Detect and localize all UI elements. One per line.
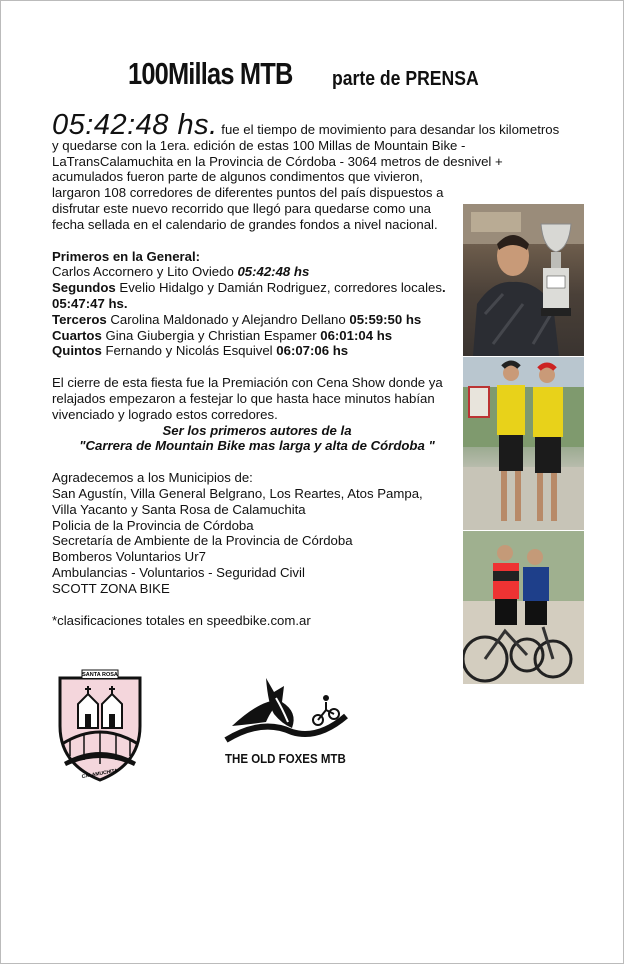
thanks-line: Secretaría de Ambiente de la Provincia de Córdoba (52, 533, 353, 549)
riders-bikes-photo (463, 531, 584, 684)
winner-trophy-photo (463, 204, 584, 356)
thanks-heading: Agradecemos a los Municipios de: (52, 470, 253, 486)
shield-bottom-label: CALAMUCHITA (81, 767, 119, 781)
page-title (128, 56, 479, 92)
intro-paragraph-cont: largaron 108 corredores de diferentes puntos del país dispuestos a disfrutar este nuevo recorrido que llegó para quedarse como una fecha sellada en el calendario de grandes fondos a nivel nacional. (52, 185, 444, 232)
title-main: 100Millas MTB (128, 56, 293, 91)
winning-time: 05:42:48 hs. (52, 109, 218, 141)
thanks-line: Policia de la Provincia de Córdoba (52, 517, 254, 533)
intro-paragraph (52, 109, 562, 185)
title-subtitle: parte de PRENSA (332, 68, 479, 90)
thanks-line: Villa Yacanto y Santa Rosa de Calamuchita (52, 501, 306, 517)
results-block (52, 249, 462, 360)
thanks-line: SCOTT ZONA BIKE (52, 580, 170, 596)
old-foxes-label: THE OLD FOXES MTB (225, 752, 346, 766)
thanks-line: San Agustín, Villa General Belgrano, Los Reartes, Atos Pampa, (52, 485, 423, 501)
shield-top-label: SANTA ROSA (82, 672, 118, 678)
thanks-line: Ambulancias - Voluntarios - Seguridad Civil (52, 564, 305, 580)
footnote: *clasificaciones totales en speedbike.com.ar (52, 612, 311, 628)
result-fifth: Quintos Fernando y Nicolás Esquivel 06:07:06 hs (52, 343, 349, 359)
closing-text: El cierre de esta fiesta fue la Premiación con Cena Show donde ya relajados empezaron a festejar lo que hasta hace minutos habían vivenciado y logrado estos corredores. (52, 375, 443, 422)
closing-block (52, 375, 462, 454)
result-fourth: Cuartos Gina Giubergia y Christian Espamer 06:01:04 hs (52, 327, 393, 343)
result-first: Carlos Accornero y Lito Oviedo 05:42:48 hs (52, 264, 310, 280)
result-second: Segundos Evelio Hidalgo y Damián Rodriguez, corredores locales. 05:47:47 hs. (52, 280, 446, 311)
intro-text-first: fue el tiempo de movimiento para desandar los kilometros y quedarse con la 1era. edición de estas 100 Millas de Mountain Bike - LaTransCalamuchita en la Provincia de Córdoba - 3064 metros de desnivel + acumulados fueron parte de algunos condimentos que vivieron, (52, 122, 560, 185)
result-third: Terceros Carolina Maldonado y Alejandro Dellano 05:59:50 hs (52, 311, 422, 327)
results-heading: Primeros en la General: (52, 248, 201, 264)
slogan-line-1: Ser los primeros autores de la (162, 422, 352, 438)
slogan-line-2: "Carrera de Mountain Bike mas larga y alta de Córdoba " (79, 438, 435, 454)
riders-podium-photo (463, 357, 584, 530)
santa-rosa-shield-logo (52, 664, 148, 786)
thanks-line: Bomberos Voluntarios Ur7 (52, 549, 206, 565)
